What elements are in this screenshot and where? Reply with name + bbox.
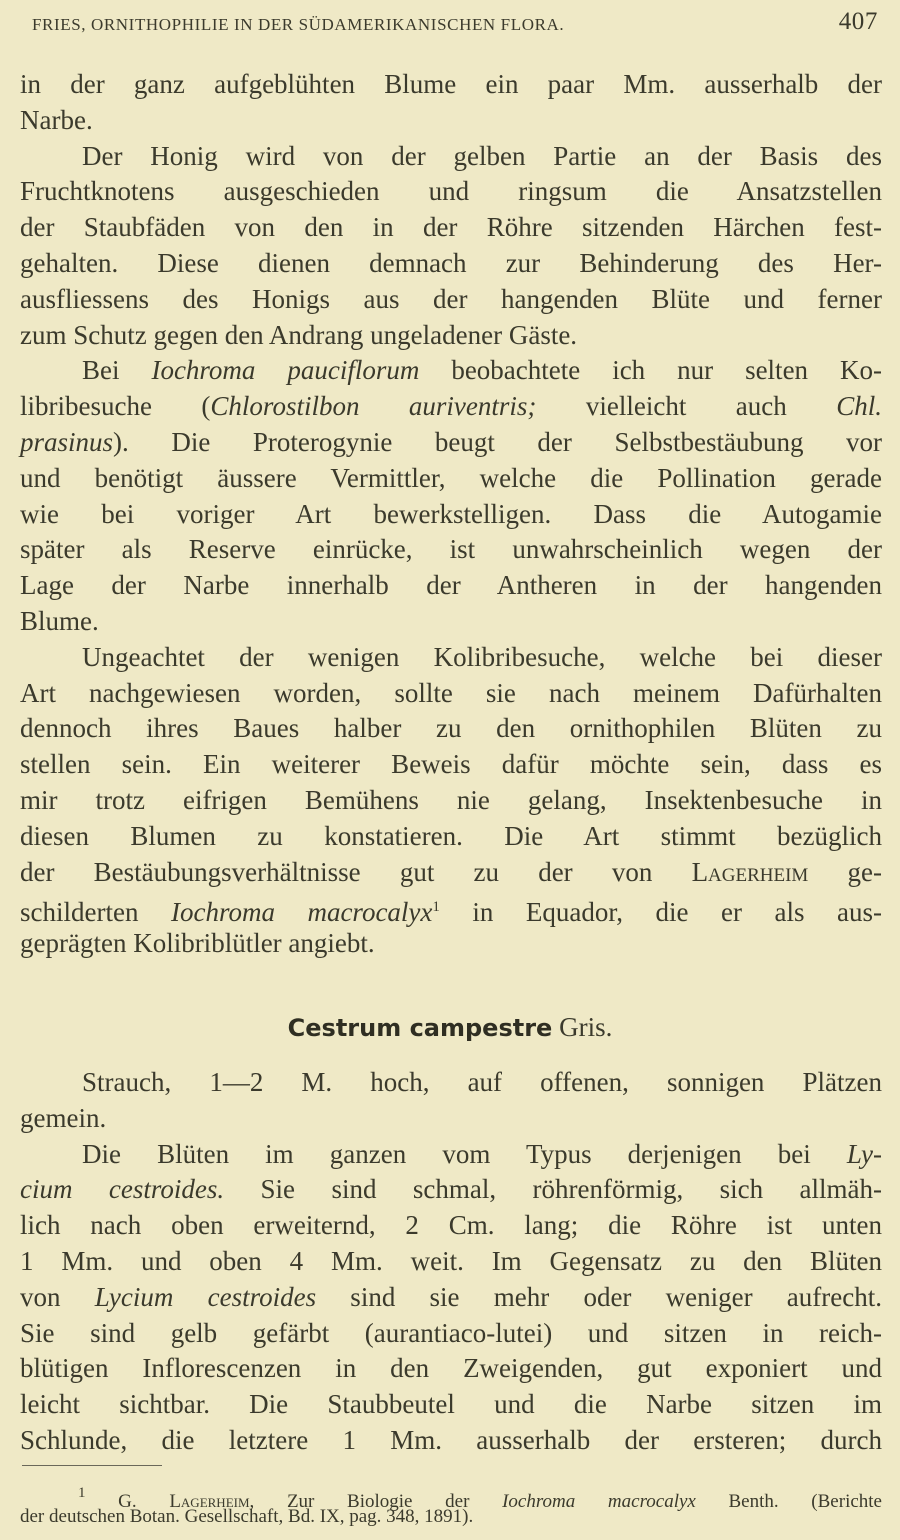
text-run: Die Blüten im ganzen vom Typus derjenigen bei (82, 1138, 847, 1169)
text-run: libribesuche ( (20, 391, 211, 422)
text-run: beobachtete ich nur selten Ko- (419, 355, 882, 386)
text-run: lich nach oben erweiternd, 2 Cm. lang; die Röhre ist unten (20, 1210, 882, 1241)
italic-text: Chlorostilbon auriventris; (210, 391, 537, 422)
text-line (20, 747, 882, 783)
text-line (20, 676, 882, 712)
text-line (20, 174, 882, 210)
text-run: der deutschen Botan. Gesellschaft, Bd. IX, pag. 348, 1891). (20, 1506, 474, 1527)
text-line (20, 926, 882, 962)
text-run: schilderten (20, 897, 171, 928)
text-line (20, 1387, 882, 1423)
text-line (20, 711, 882, 747)
italic-text: prasinus (20, 426, 114, 457)
text-line (20, 890, 882, 926)
text-run: in Equador, die er als aus- (439, 897, 883, 928)
text-run: G. (85, 1491, 170, 1512)
text-run: stellen sein. Ein weiterer Beweis dafür möchte sein, dass es (20, 749, 882, 780)
section-heading (0, 1012, 900, 1043)
small-caps-name: Lagerheim (169, 1491, 250, 1512)
page-number: 407 (838, 8, 878, 35)
text-line (20, 855, 882, 891)
footnote-divider (22, 1465, 162, 1466)
text-line (20, 210, 882, 246)
running-head-title: FRIES, ORNITHOPHILIE IN DER SÜDAMERIKANISCHEN FLORA. (32, 15, 565, 34)
text-run: Sie sind schmal, röhrenförmig, sich allmäh- (224, 1174, 882, 1205)
text-line (20, 67, 882, 103)
text-line (20, 819, 882, 855)
text-run: Blume. (20, 605, 99, 636)
text-line (20, 282, 882, 318)
italic-text: Chl. (836, 391, 882, 422)
text-line (20, 1482, 882, 1512)
text-run: von (20, 1281, 95, 1312)
text-run: gemein. (20, 1102, 107, 1133)
text-run: Fruchtknotens ausgeschieden und ringsum die Ansatzstellen (20, 176, 882, 207)
text-run: und benötigt äussere Vermittler, welche die Pollination gerade (20, 462, 882, 493)
text-line (20, 1423, 882, 1459)
text-run: der Bestäubungsverhältnisse gut zu der von (20, 856, 692, 887)
species-name: Cestrum campestre (287, 1014, 553, 1042)
text-run: wie bei voriger Art bewerkstelligen. Dass die Autogamie (20, 498, 882, 529)
running-head (32, 8, 878, 42)
footnote (20, 1482, 882, 1528)
species-author: Gris. (552, 1012, 613, 1042)
text-run: dennoch ihres Baues halber zu den ornithophilen Blüten zu (20, 713, 882, 744)
italic-text: Ly- (846, 1138, 882, 1169)
text-line (20, 103, 882, 139)
text-run: 1 Mm. und oben 4 Mm. weit. Im Gegensatz zu den Blüten (20, 1245, 882, 1276)
text-line (20, 1316, 882, 1352)
text-run: der Staubfäden von den in der Röhre sitzenden Härchen fest- (20, 212, 882, 243)
italic-text: Iochroma macrocalyx (502, 1491, 696, 1512)
text-run: später als Reserve einrücke, ist unwahrscheinlich wegen der (20, 534, 882, 565)
text-run: Strauch, 1—2 M. hoch, auf offenen, sonnigen Plätzen (82, 1067, 882, 1097)
text-run: blütigen Inflorescenzen in den Zweigenden, gut exponiert und (20, 1353, 882, 1384)
text-line (20, 1244, 882, 1280)
text-line (20, 1351, 882, 1387)
text-line (20, 389, 882, 425)
text-run: Ungeachtet der wenigen Kolibribesuche, welche bei dieser (82, 641, 882, 672)
italic-text: Iochroma macrocalyx (170, 897, 433, 928)
text-run: ge- (808, 856, 882, 887)
text-run: ausfliessens des Honigs aus der hangenden Blüte und ferner (20, 283, 882, 314)
footnote-marker: 1 (78, 1485, 86, 1501)
text-run: diesen Blumen zu konstatieren. Die Art stimmt bezüglich (20, 820, 882, 851)
text-line (20, 604, 882, 640)
text-run: ). Die Proterogynie beugt der Selbstbestäubung vor (113, 426, 882, 457)
italic-text: cium cestroides. (20, 1174, 225, 1205)
text-run: leicht sichtbar. Die Staubbeutel und die Narbe sitzen im (20, 1389, 882, 1420)
text-run: zum Schutz gegen den Andrang ungeladener Gäste. (20, 319, 578, 350)
text-run: Schlunde, die letztere 1 Mm. ausserhalb der ersteren; durch (20, 1424, 882, 1455)
italic-text: Iochroma pauciflorum (151, 355, 420, 386)
text-run: Art nachgewiesen worden, sollte sie nach meinem Dafürhalten (20, 677, 882, 708)
text-line (20, 353, 882, 389)
italic-text: Lycium cestroides (94, 1281, 317, 1312)
text-line (20, 568, 882, 604)
body-text-cestrum (20, 1065, 882, 1459)
text-run: Der Honig wird von der gelben Partie an der Basis des (82, 140, 882, 171)
text-run: Bei (82, 355, 152, 386)
small-caps-name: Lagerheim (691, 856, 809, 887)
text-run: Narbe. (20, 104, 93, 135)
text-line (20, 532, 882, 568)
text-run: gehalten. Diese dienen demnach zur Behinderung des Her- (20, 247, 882, 278)
text-run: mir trotz eifrigen Bemühens nie gelang, Insektenbesuche in (20, 784, 882, 815)
footnote-marker: 1 (432, 899, 440, 916)
text-line (20, 497, 882, 533)
text-line (20, 246, 882, 282)
text-run: , Zur Biologie der (249, 1491, 503, 1512)
text-line (20, 139, 882, 175)
text-run: vielleicht auch (536, 391, 837, 422)
text-line (20, 1101, 882, 1137)
text-run: Benth. (Berichte (695, 1491, 882, 1512)
text-run: Sie sind gelb gefärbt (aurantiaco-lutei) und sitzen in reich- (20, 1317, 882, 1348)
text-line (20, 1280, 882, 1316)
text-line (20, 1137, 882, 1173)
text-line (20, 318, 882, 354)
text-line (20, 1208, 882, 1244)
text-line (20, 1172, 882, 1208)
text-line (20, 783, 882, 819)
text-line (20, 425, 882, 461)
text-line (20, 640, 882, 676)
text-run: sind sie mehr oder weniger aufrecht. (316, 1281, 882, 1312)
text-line (20, 1065, 882, 1101)
text-run: geprägten Kolibriblütler angiebt. (20, 928, 375, 959)
text-run: Lage der Narbe innerhalb der Antheren in der hangenden (20, 570, 882, 601)
text-line (20, 461, 882, 497)
text-run: in der ganz aufgeblühten Blume ein paar Mm. ausserhalb der (20, 69, 882, 99)
body-text-iochroma (20, 67, 882, 962)
